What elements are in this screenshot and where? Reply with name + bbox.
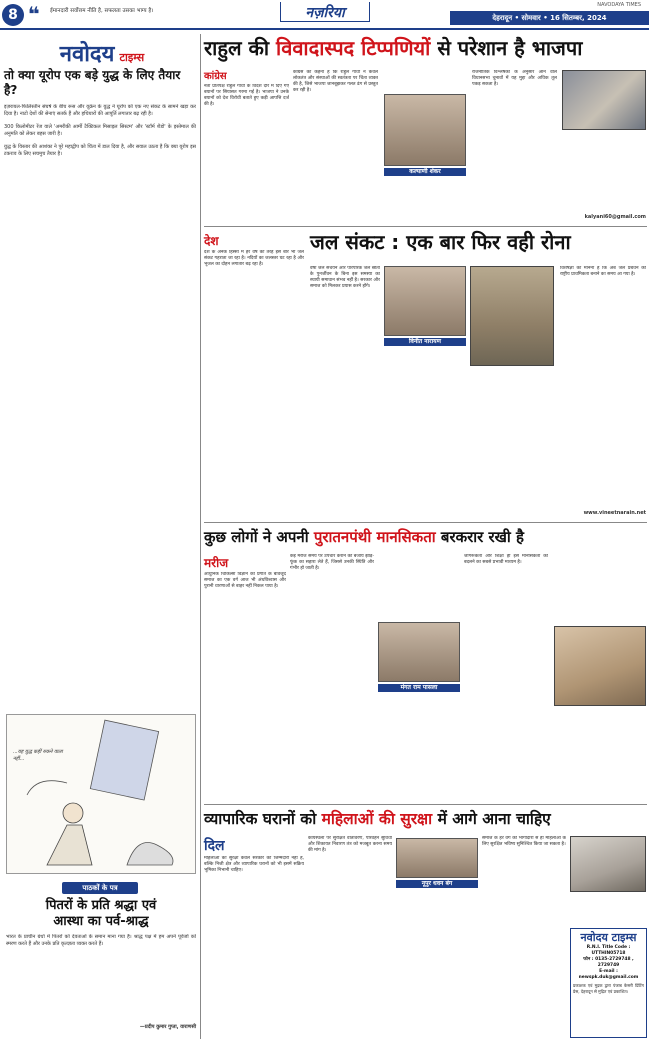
story-1-paragraph-3: राजनीतिक विश्लेषकों के अनुसार आने वाले विधानसभा चुनावों में यह मुद्दा और अधिक तूल पकड़ सकता है। (472, 70, 557, 88)
editorial-paragraph-2: 300 किलोमीटर रेंज वाले 'अमरीकी आर्मी टैक्टिकल मिसाइल सिस्टम' और 'स्टॉर्म शैडो' के इस्तेमाल की अनुमति को लेकर बहस जारी है। (4, 124, 196, 137)
story-2-paragraph-3: विशेषज्ञों का मानना है कि अब जल प्रबंधन को राष्ट्रीय प्राथमिकता बनाने का समय आ गया है। (560, 266, 646, 278)
story-3-headline-a: कुछ लोगों ने अपनी (204, 528, 309, 546)
page-number: 8 (8, 7, 18, 23)
masthead-rule (0, 28, 649, 30)
story-1-col-1 (204, 84, 289, 222)
editorial-paragraph-3: युद्ध के विस्तार की आशंका ने पूरे महाद्वीप को चिंता में डाल दिया है, और सवाल उठता है कि क्या यूरोप इस टकराव के लिए सचमुच तैयार है। (4, 144, 196, 157)
story-1-paragraph-2: कांग्रेस का कहना है कि राहुल गांधी ने केवल लोकतंत्र और संस्थाओं की स्वतंत्रता पर चिंता व्यक्त की है, जिसे भाजपा जानबूझकर गलत ढंग से प्रस्तुत कर रही है। (293, 70, 378, 94)
divider-1 (204, 226, 647, 227)
story-3 (204, 526, 647, 802)
brand-name: नवोदय (59, 41, 115, 67)
divider-3 (204, 804, 647, 805)
story-1-headline-a: राहुल की (204, 36, 270, 60)
cartoon-drawing (7, 715, 195, 873)
divider-2 (204, 522, 647, 523)
story-2-columnist: विनीत नारायण (409, 338, 441, 345)
page-number-badge (2, 4, 24, 26)
story-3-label: मरीज (204, 556, 229, 570)
story-2-paragraph-2: वर्षा जल संचयन और पारंपरिक जल स्रोतों के पुनर्जीवन के बिना इस समस्या का स्थायी समाधान संभव नहीं है। सरकार और समाज को मिलकर प्रयास करने होंगे। (310, 266, 380, 290)
story-4-headline (204, 810, 647, 829)
story-4-col-2 (308, 836, 392, 1036)
brand-logo (32, 38, 172, 67)
editorial-paragraph-1: इज़रायल-फिलिस्तीन संघर्ष के बीच रूस और यूक्रेन के युद्ध ने यूरोप को एक नए संकट के सामने खड़ा कर दिया है। नाटो देशों की सेनाएं सतर्क हैं और हथियारों की आपूर्ति लगातार बढ़ रही है। (4, 104, 196, 117)
editorial-column (2, 34, 198, 1039)
story-3-author-photo (378, 622, 460, 682)
story-4-paragraph-3: समाज के हर वर्ग की भागीदारी से ही महिलाओं के लिए सुरक्षित भविष्य सुनिश्चित किया जा सकता है। (482, 836, 566, 848)
story-1-headline (204, 36, 647, 60)
story-4-headline-a: व्यापारिक घरानों को (204, 810, 317, 828)
imprint-box (570, 928, 647, 1038)
story-3-col-3 (464, 554, 548, 800)
story-2 (204, 230, 647, 520)
story-4-col-1 (204, 856, 304, 1036)
story-3-col-1 (204, 572, 286, 800)
editorial-body (4, 104, 196, 574)
story-4-photo (570, 836, 646, 892)
imprint-phone: फोन : 0135-2729748 , 2729749 (583, 957, 634, 968)
story-4-headline-b: में आगे आना चाहिए (437, 810, 551, 828)
imprint-email: E-mail : newspk.duk@gmail.com (578, 969, 639, 980)
story-4-label: दिल (204, 838, 225, 854)
story-1-photo (562, 70, 646, 130)
section-name: नज़रिया (305, 5, 345, 21)
story-3-headline-b: बरकरार रखी है (440, 528, 524, 546)
story-1-headline-b: से परेशान है भाजपा (437, 36, 583, 60)
story-1-col-3 (472, 70, 557, 222)
story-2-col-3 (560, 266, 646, 518)
date-strip (450, 11, 649, 25)
story-3-paragraph-3: जागरूकता और शिक्षा ही इस मानसिकता को बदलने का सबसे प्रभावी माध्यम है। (464, 554, 548, 566)
letter-body: भारत के प्राचीन ग्रंथों में पितरों को देवताओं के समान माना गया है। श्राद्ध पक्ष में हम अपने पूर्वजों को स्मरण करते हैं और उनके प्रति कृतज्ञता व्यक्त करते हैं। (6, 934, 196, 947)
story-2-paragraph-1: देश के अनेक हिस्सों में हर वर्ष की तरह इस बार भी जल संकट गहराता जा रहा है। नदियों का जलस्तर घट रहा है और भूजल का दोहन लगातार बढ़ रहा है। (204, 250, 304, 268)
story-3-photo (554, 626, 646, 706)
letter-sign: —प्रदीप कुमार गुप्ता, वाराणसी (139, 1024, 196, 1030)
city-date: देहरादून • सोमवार • 16 सितम्बर, 2024 (492, 14, 607, 22)
story-1-columnist: कल्याणी शंकर (409, 168, 441, 175)
story-3-headline-red: पुरातनपंथी मानसिकता (313, 528, 436, 546)
story-4-paragraph-2: कार्यस्थलों पर सुरक्षित वातावरण, परिवहन सुविधा और शिकायत निवारण तंत्र को मजबूत करना समय की मांग है। (308, 836, 392, 854)
story-3-col-2 (290, 554, 374, 800)
section-banner (280, 2, 370, 22)
story-3-columnist: मंगत राम पासला (400, 684, 438, 691)
story-1-author-photo (384, 94, 466, 166)
letters-headline-1: पितरों के प्रति श्रद्धा एवं (45, 898, 157, 913)
imprint-title: नवोदय टाइम्स (580, 931, 637, 944)
story-2-label: देश (204, 234, 219, 248)
brand-suffix: टाइम्स (119, 51, 145, 64)
story-2-author-bar (384, 338, 466, 346)
story-4-col-3 (482, 836, 566, 1036)
quote-mark-icon: ❝ (28, 2, 40, 26)
story-1-col-2 (293, 70, 378, 222)
story-1 (204, 34, 647, 224)
story-1-dateline: कांग्रेस (204, 71, 227, 82)
letters-headline-2: आस्था का पर्व-श्राद्ध (53, 914, 149, 929)
masthead-bar (0, 0, 649, 30)
story-2-col-1 (204, 250, 304, 518)
imprint-reg: R.N.I. Title Code : UTTHIN05718 (586, 945, 631, 956)
story-2-col-2 (310, 266, 380, 518)
letters-title: पाठकों के पत्र (82, 884, 118, 892)
cartoon-panel (6, 714, 196, 874)
story-2-photo (470, 266, 554, 366)
story-1-author-bar (384, 168, 466, 176)
cartoon-speech: ...यह युद्ध कहीं रुकने वाला नहीं... (13, 749, 63, 762)
imprint-text: प्रकाशक एवं मुद्रक द्वारा पंजाब केसरी प्रिंटिंग प्रेस, देहरादून से मुद्रित एवं प्रकाशित। (573, 983, 644, 994)
column-divider-left (200, 34, 201, 1039)
story-4-columnist: नूपुर धवन बंग (421, 880, 453, 887)
story-1-headline-red: विवादास्पद टिप्पणियों (276, 36, 431, 60)
story-2-email: www.vineetnarain.net (583, 510, 646, 516)
story-4-headline-red: महिलाओं की सुरक्षा (321, 810, 433, 828)
story-4-author-bar (396, 880, 478, 888)
story-3-author-bar (378, 684, 460, 692)
story-2-headline: जल संकट : एक बार फिर वही रोना (310, 230, 571, 254)
paper-small-name: NAVODAYA TIMES (597, 2, 641, 8)
story-4 (204, 808, 647, 1039)
letters-title-box (62, 882, 138, 894)
story-3-paragraph-1: आधुनिक चिकित्सा विज्ञान की प्रगति के बावजूद समाज का एक वर्ग आज भी अंधविश्वास और पुरानी धारणाओं से बाहर नहीं निकल पाया है। (204, 572, 286, 590)
story-3-headline (204, 528, 544, 547)
story-1-paragraph-1: नेता प्रतिपक्ष राहुल गांधी के विदेश दौरे में दिए गए बयानों पर सियासत गरमा गई है। भाजपा ने उनके बयानों को देश विरोधी बताते हुए कड़ी आपत्ति दर्ज की है। (204, 84, 289, 108)
story-2-author-photo (384, 266, 466, 336)
story-4-author-photo (396, 838, 478, 878)
story-1-email: kalyani60@gmail.com (584, 214, 646, 220)
story-4-paragraph-1: महिलाओं की सुरक्षा केवल सरकार की जिम्मेदारी नहीं है, बल्कि निजी क्षेत्र और व्यापारिक घरानों को भी इसमें सक्रिय भूमिका निभानी चाहिए। (204, 856, 304, 874)
masthead-quote: ईमानदारी सर्वोत्तम नीति है, सफलता उसका भाग्य है। (50, 8, 154, 14)
editorial-headline: तो क्या यूरोप एक बड़े युद्ध के लिए तैयार है? (4, 68, 181, 97)
story-3-paragraph-2: कई मरीज समय पर उपचार कराने की बजाय झाड़-फूंक का सहारा लेते हैं, जिससे उनकी स्थिति और गंभीर हो जाती है। (290, 554, 374, 572)
